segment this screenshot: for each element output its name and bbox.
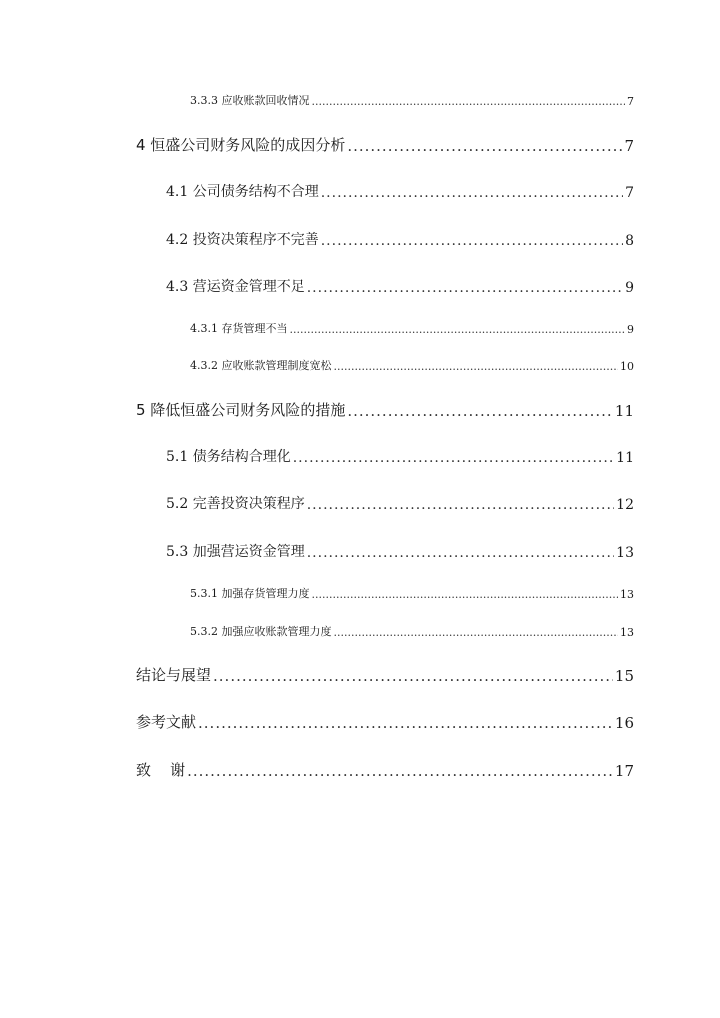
toc-entry-title: 5.3 加强营运资金管理 bbox=[166, 544, 305, 560]
toc-entry-4-2[interactable] bbox=[166, 229, 634, 249]
dot-leader bbox=[312, 95, 626, 108]
toc-entry-4-3-2[interactable] bbox=[190, 357, 634, 373]
toc-page-number: 9 bbox=[627, 323, 634, 336]
dot-leader bbox=[198, 714, 613, 732]
toc-entry-4[interactable] bbox=[136, 134, 634, 155]
dot-leader bbox=[334, 626, 619, 639]
toc-entry-5-3[interactable] bbox=[166, 541, 634, 561]
toc-entry-4-3[interactable] bbox=[166, 276, 634, 296]
toc-entry-title: 4 恒盛公司财务风险的成因分析 bbox=[136, 136, 346, 154]
toc-entry-references[interactable] bbox=[136, 711, 634, 732]
toc-entry-acknowledgements[interactable] bbox=[136, 759, 634, 780]
toc-entry-5-3-2[interactable] bbox=[190, 623, 634, 639]
dot-leader bbox=[293, 450, 614, 466]
toc-page-number: 13 bbox=[616, 545, 634, 561]
toc-page-number: 17 bbox=[614, 762, 634, 780]
toc-entry-title: 4.2 投资决策程序不完善 bbox=[166, 232, 319, 248]
toc-entry-title: 5.3.2 加强应收账款管理力度 bbox=[190, 625, 332, 638]
toc-entry-title: 结论与展望 bbox=[136, 666, 212, 684]
toc-page-number: 7 bbox=[624, 137, 634, 155]
dot-leader bbox=[307, 497, 614, 513]
toc-entry-title: 5.1 债务结构合理化 bbox=[166, 449, 291, 465]
toc-entry-title: 5 降低恒盛公司财务风险的措施 bbox=[136, 401, 346, 419]
toc-page-number: 7 bbox=[627, 95, 634, 108]
dot-leader bbox=[347, 402, 613, 420]
toc-page-number: 9 bbox=[625, 280, 634, 296]
toc-entry-title: 参考文献 bbox=[136, 713, 197, 731]
toc-page-number: 12 bbox=[616, 497, 634, 513]
toc-entry-conclusion[interactable] bbox=[136, 664, 634, 685]
toc-page-number: 16 bbox=[614, 714, 634, 732]
dot-leader bbox=[334, 360, 619, 373]
toc-entry-5[interactable] bbox=[136, 399, 634, 420]
dot-leader bbox=[312, 588, 619, 601]
dot-leader bbox=[290, 323, 626, 336]
dot-leader bbox=[187, 762, 613, 780]
toc-page-number: 13 bbox=[620, 588, 634, 601]
dot-leader bbox=[321, 185, 623, 201]
toc-entry-4-1[interactable] bbox=[166, 181, 634, 201]
dot-leader bbox=[321, 233, 623, 249]
toc-page-number: 7 bbox=[625, 185, 634, 201]
toc-entry-5-3-1[interactable] bbox=[190, 585, 634, 601]
toc-page-number: 8 bbox=[625, 233, 634, 249]
toc-entry-title: 5.3.1 加强存货管理力度 bbox=[190, 587, 310, 600]
toc-entry-title: 4.3.1 存货管理不当 bbox=[190, 322, 288, 335]
toc-entry-3-3-3[interactable] bbox=[190, 92, 634, 108]
dot-leader bbox=[307, 280, 623, 296]
toc-entry-title: 4.3 营运资金管理不足 bbox=[166, 279, 305, 295]
dot-leader bbox=[307, 545, 614, 561]
dot-leader bbox=[347, 137, 622, 155]
toc-page-number: 11 bbox=[614, 402, 634, 420]
toc-entry-title: 4.1 公司债务结构不合理 bbox=[166, 184, 319, 200]
toc-page-number: 13 bbox=[620, 626, 634, 639]
toc-page-number: 10 bbox=[620, 360, 634, 373]
toc-entry-title: 5.2 完善投资决策程序 bbox=[166, 496, 305, 512]
toc-entry-title: 3.3.3 应收账款回收情况 bbox=[190, 94, 310, 107]
toc-entry-title: 4.3.2 应收账款管理制度宽松 bbox=[190, 359, 332, 372]
toc-entry-5-1[interactable] bbox=[166, 446, 634, 466]
toc-entry-5-2[interactable] bbox=[166, 493, 634, 513]
toc-entry-4-3-1[interactable] bbox=[190, 320, 634, 336]
toc-page-number: 11 bbox=[616, 450, 634, 466]
toc-entry-title: 致 谢 bbox=[136, 761, 186, 779]
toc-page-number: 15 bbox=[614, 667, 634, 685]
dot-leader bbox=[213, 667, 613, 685]
